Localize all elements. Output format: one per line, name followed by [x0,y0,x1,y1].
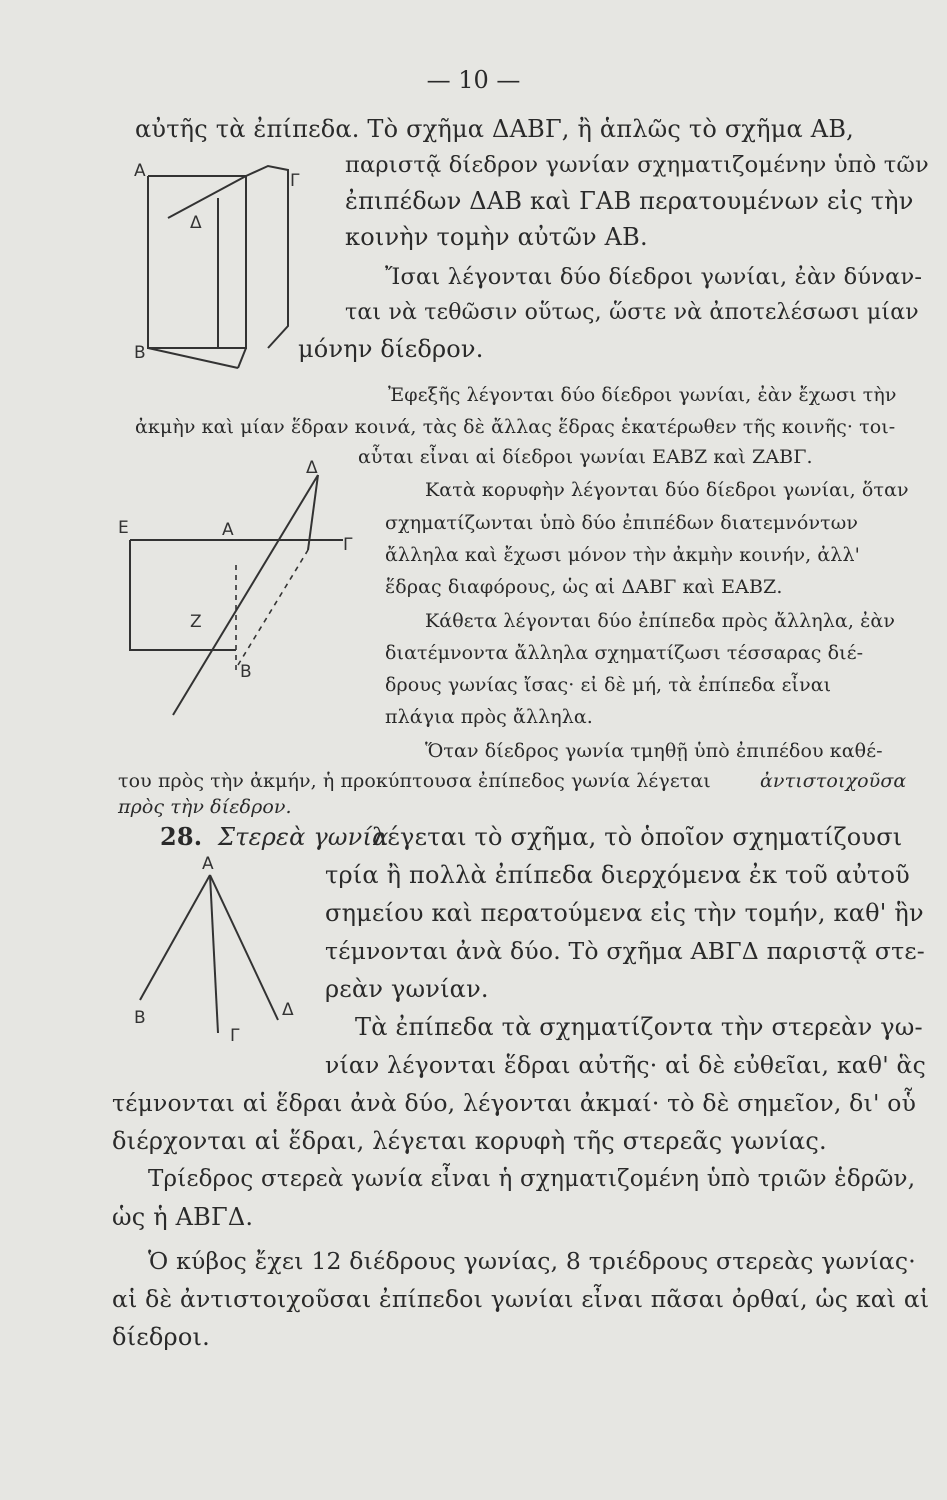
fig3-label-b: Β [134,1008,146,1028]
text-line-19: Ὅταν δίεδρος γωνία τμηθῇ ὑπὸ ἐπιπέδου καθέ- [425,740,883,762]
text-line-12: σχηματίζωνται ὑπὸ δύο ἐπιπέδων διατεμνόντων [385,512,858,534]
text-line-4: κοινὴν τομὴν αὐτῶν ΑΒ. [345,223,648,251]
text-line-8: Ἐφεξῆς λέγονται δύο δίεδροι γωνίαι, ἐὰν ἔχωσι τὴν [388,384,897,406]
fig2-label-d: Δ [306,458,318,478]
text-line-34: Ὁ κύβος ἔχει 12 διέδρους γωνίας, 8 τριέδρους στερεὰς γωνίας· [148,1247,916,1275]
text-line-3: ἐπιπέδων ΔΑΒ καὶ ΓΑΒ περατουμένων εἰς τὴν [345,187,914,215]
text-line-28: Τὰ ἐπίπεδα τὰ σχηματίζοντα τὴν στερεὰν γω- [355,1013,923,1041]
fig2-label-e: Ε [118,518,129,538]
text-line-20: του πρὸς τὴν ἀκμήν, ἡ προκύπτουσα ἐπίπεδος γωνία λέγεται [118,770,711,792]
fig1-diagonal-right [238,348,246,368]
fig3-label-a: Α [202,855,214,874]
term-solid-angle: Στερεὰ γωνία [218,823,389,851]
text-line-33: ὡς ἡ ΑΒΓΔ. [112,1203,254,1231]
fig3-label-d: Δ [282,1000,294,1020]
fig2-label-a: Α [222,520,234,540]
text-line-18: πλάγια πρὸς ἄλληλα. [385,706,593,728]
text-line-16: διατέμνοντα ἄλληλα σχηματίζωσι τέσσαρας διέ- [385,642,864,664]
section-number: 28. [160,822,203,851]
text-line-13: ἄλληλα καὶ ἔχωσι μόνον τὴν ἀκμὴν κοινήν, ἀλλ' [385,544,860,566]
text-line-14: ἕδρας διαφόρους, ὡς αἱ ΔΑΒΓ καὶ ΕΑΒΖ. [385,576,783,598]
text-line-15: Κάθετα λέγονται δύο ἐπίπεδα πρὸς ἄλληλα, ἐὰν [425,610,895,632]
text-line-21: πρὸς τὴν δίεδρον. [118,796,292,818]
fig3-edge-ad [210,875,278,1020]
text-line-10: αὗται εἶναι αἱ δίεδροι γωνίαι ΕΑΒΖ καὶ ΖΑΒΓ. [358,446,813,468]
figure-adjacent-dihedral-angles [118,455,378,735]
text-line-24: τρία ἢ πολλὰ ἐπίπεδα διερχόμενα ἐκ τοῦ αὐτοῦ [325,861,910,889]
fig2-plane-horizontal [130,540,236,650]
text-line-36: δίεδροι. [112,1323,210,1351]
text-line-7: μόνην δίεδρον. [298,335,484,363]
fig2-oblique-plane-top [308,475,318,550]
fig2-label-b: Β [240,662,252,682]
fig3-edge-ab [140,875,210,1000]
fig1-label-g: Γ [290,171,300,191]
fig1-label-d: Δ [190,213,202,233]
text-line-2: παριστᾷ δίεδρον γωνίαν σχηματιζομένην ὑπὸ τῶν [345,152,929,178]
text-line-9: ἀκμὴν καὶ μίαν ἕδραν κοινά, τὰς δὲ ἄλλας ἕδρας ἑκατέρωθεν τῆς κοινῆς· τοι- [135,416,896,438]
text-line-27: ρεὰν γωνίαν. [325,975,489,1003]
text-line-6: ται νὰ τεθῶσιν οὕτως, ὥστε νὰ ἀποτελέσωσι μίαν [345,300,919,325]
text-line-5: Ἴσαι λέγονται δύο δίεδροι γωνίαι, ἐὰν δύναν- [385,264,923,290]
text-line-20-term: ἀντιστοιχοῦσα [760,770,907,792]
text-line-11: Κατὰ κορυφὴν λέγονται δύο δίεδροι γωνίαι, ὅταν [425,479,909,501]
text-line-32: Τρίεδρος στερεὰ γωνία εἶναι ἡ σχηματιζομένη ὑπὸ τριῶν ἑδρῶν, [148,1166,916,1192]
fig1-label-b: Β [134,343,146,363]
page-number: — 10 — [426,66,521,94]
fig2-label-z: Ζ [190,612,202,632]
fig3-edge-ag [210,875,218,1033]
text-line-1: αὐτῆς τὰ ἐπίπεδα. Τὸ σχῆμα ΔΑΒΓ, ἢ ἁπλῶς τὸ σχῆμα ΑΒ, [135,115,854,143]
text-line-23: λέγεται τὸ σχῆμα, τὸ ὁποῖον σχηματίζουσι [372,823,903,851]
fig1-label-a: Α [134,161,146,181]
text-line-30: τέμνονται αἱ ἕδραι ἀνὰ δύο, λέγονται ἀκμαί· τὸ δὲ σημεῖον, δι' οὗ [112,1089,917,1117]
fig1-diagonal-bottom [148,348,238,368]
fig1-diagonal-top [168,176,246,218]
text-line-35: αἱ δὲ ἀντιστοιχοῦσαι ἐπίπεδοι γωνίαι εἶναι πᾶσαι ὀρθαί, ὡς καὶ αἱ [112,1285,930,1313]
text-line-17: δρους γωνίας ἴσας· εἰ δὲ μή, τὰ ἐπίπεδα εἶναι [385,674,832,696]
text-line-25: σημείου καὶ περατούμενα εἰς τὴν τομήν, καθ' ἣν [325,899,924,927]
text-line-29: νίαν λέγονται ἕδραι αὐτῆς· αἱ δὲ εὐθεῖαι, καθ' ἃς [325,1051,926,1079]
fig1-plane-right [246,166,288,348]
figure-solid-angle [128,855,328,1055]
fig2-label-g: Γ [343,535,353,555]
text-line-26: τέμνονται ἀνὰ δύο. Τὸ σχῆμα ΑΒΓΔ παριστᾷ στε- [325,937,925,965]
fig3-label-g: Γ [230,1026,240,1046]
text-line-31: διέρχονται αἱ ἕδραι, λέγεται κορυφὴ τῆς στερεᾶς γωνίας. [112,1127,827,1155]
fig2-oblique-dashed [238,550,308,665]
